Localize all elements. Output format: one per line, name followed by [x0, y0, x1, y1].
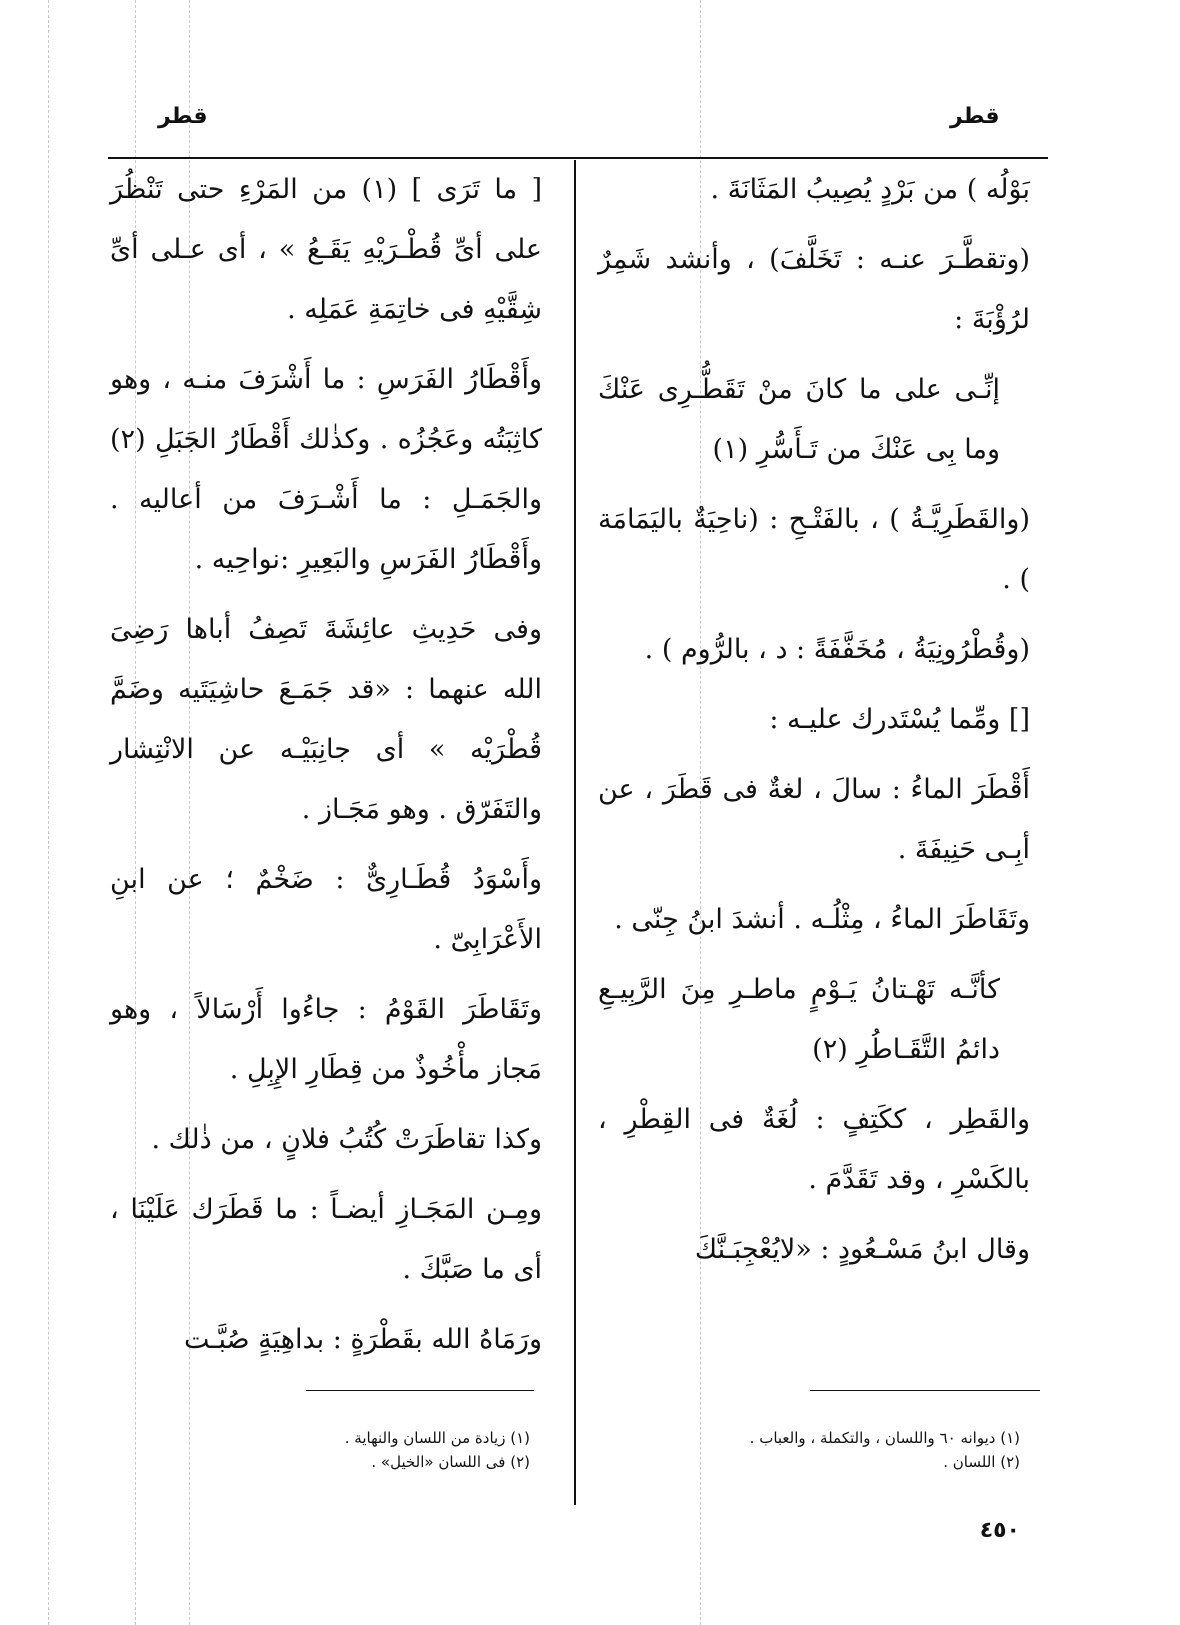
left-column: [110, 160, 542, 1380]
paragraph: وفى حَدِيثِ عائِشَةَ تَصِفُ أباها رَضِىَ الله عنهما : «قد جَمَـعَ حاشِيَتَيه وضَمَّ قُطْرَيْه » أى جانِبَيْـه عن الانْتِشار والتَفَرّق . وهو مَجَـاز .: [110, 614, 542, 825]
column-divider: [574, 160, 576, 1505]
verse: إنِّـى على ما كانَ منْ تَقَطُّـرِى عَنْكَ وما بِى عَنْكَ من تَـأَسُّرِ (١): [598, 374, 1000, 465]
paragraph: وأَسْوَدُ قُطَـارِىٌّ : ضَخْمٌ ؛ عن ابنِ الأَعْرَابِىّ .: [110, 864, 542, 955]
paragraph: أَقْطَرَ الماءُ : سالَ ، لغةٌ فى قَطَرَ ، عن أبِـى حَنِيفَةَ .: [598, 774, 1030, 865]
paragraph: وتَقَاطَرَ الماءُ ، مِثْلُـه . أنشدَ ابنُ جِنّى .: [614, 904, 1030, 935]
footnote-rule-left: [306, 1390, 534, 1391]
header-rule: [108, 157, 1048, 159]
paragraph: (وتقطَّـرَ عنـه : تَخَلَّفَ) ، وأنشد شَمِرٌ لرُؤْبَةَ :: [598, 244, 1030, 335]
paragraph: وقال ابنُ مَسْـعُودٍ : «لايُعْجِبَـنَّكَ: [694, 1234, 1030, 1265]
running-head-right: قطر: [950, 104, 1000, 129]
footnote: (١) ديوانه ٦٠ واللسان ، والتكملة ، والعباب .: [749, 1429, 1020, 1447]
paragraph: ومِـن المَجَـازِ أيضـاً : ما قَطَرَك عَلَيْنَا ، أى ما صَبَّكَ .: [110, 1194, 542, 1285]
scan-guide-line: [48, 0, 49, 1625]
paragraph: [ ما تَرَى ] (١) من المَرْءِ حتى تَنْظُرَ على أىِّ قُطْـرَيْهِ يَقَـعُ » ، أى عـلى أىِّ شِقَّيْهِ فى خاتِمَةِ عَمَلِه .: [110, 174, 542, 325]
paragraph: وتَقَاطَرَ القَوْمُ : جاءُوا أَرْسَالاً ، وهو مَجاز مأْخُوذٌ من قِطَارِ الإِبِلِ .: [110, 994, 542, 1085]
paragraph: والقَطِر ، ككَتِفٍ : لُغَةٌ فى القِطْرِ ، بالكَسْرِ ، وقد تَقَدَّمَ .: [598, 1104, 1030, 1195]
paragraph: وكذا تقاطَرَتْ كُتُبُ فلانٍ ، من ذٰلك .: [151, 1124, 542, 1155]
footnote: (٢) فى اللسان «الخيل» .: [371, 1453, 530, 1471]
paragraph: (وقُطْرُونِيَةُ ، مُخَفَّفَةً : د ، بالرُّوم ) .: [644, 634, 1030, 665]
footnotes-right: [600, 1426, 1020, 1474]
right-column: [598, 160, 1030, 1290]
paragraph: [] ومِّما يُسْتَدرك عليـه :: [769, 704, 1030, 735]
paragraph: بَوْلُه ) من بَرْدٍ يُصِيبُ المَثَانَةَ .: [710, 174, 1030, 205]
paragraph: وأَقْطَارُ الفَرَسِ : ما أَشْرَفَ منـه ، وهو كاثِبَتُه وعَجُزُه . وكذٰلك أَقْطَارُ الجَبَلِ (٢) والجَمَـلِ : ما أَشْـرَفَ من أعاليه . وأَقْطَارُ الفَرَسِ والبَعِيرِ :نواحِيه .: [110, 364, 542, 575]
footnote: (١) زيادة من اللسان والنهاية .: [344, 1429, 530, 1447]
paragraph: ورَمَاهُ الله بقَطْرَةٍ : بداهِيَةٍ صُبَّـت: [184, 1324, 542, 1355]
footnote-rule-right: [810, 1390, 1040, 1391]
page-number: ٤٥٠: [979, 1518, 1020, 1543]
running-head-left: قطر: [158, 104, 208, 129]
verse: كأنَّـه تَهْـتانُ يَـوْمٍ ماطـرِ مِنَ الرَّبِيـعِ دائمُ التَّقَـاطُرِ (٢): [598, 974, 1000, 1065]
footnote: (٢) اللسان .: [943, 1453, 1020, 1471]
footnotes-left: [110, 1426, 530, 1474]
paragraph: (والقَطَرِيَّـةُ ) ، بالفَتْـحِ : (ناحِيَةٌ باليَمَامَة ) .: [598, 504, 1030, 595]
